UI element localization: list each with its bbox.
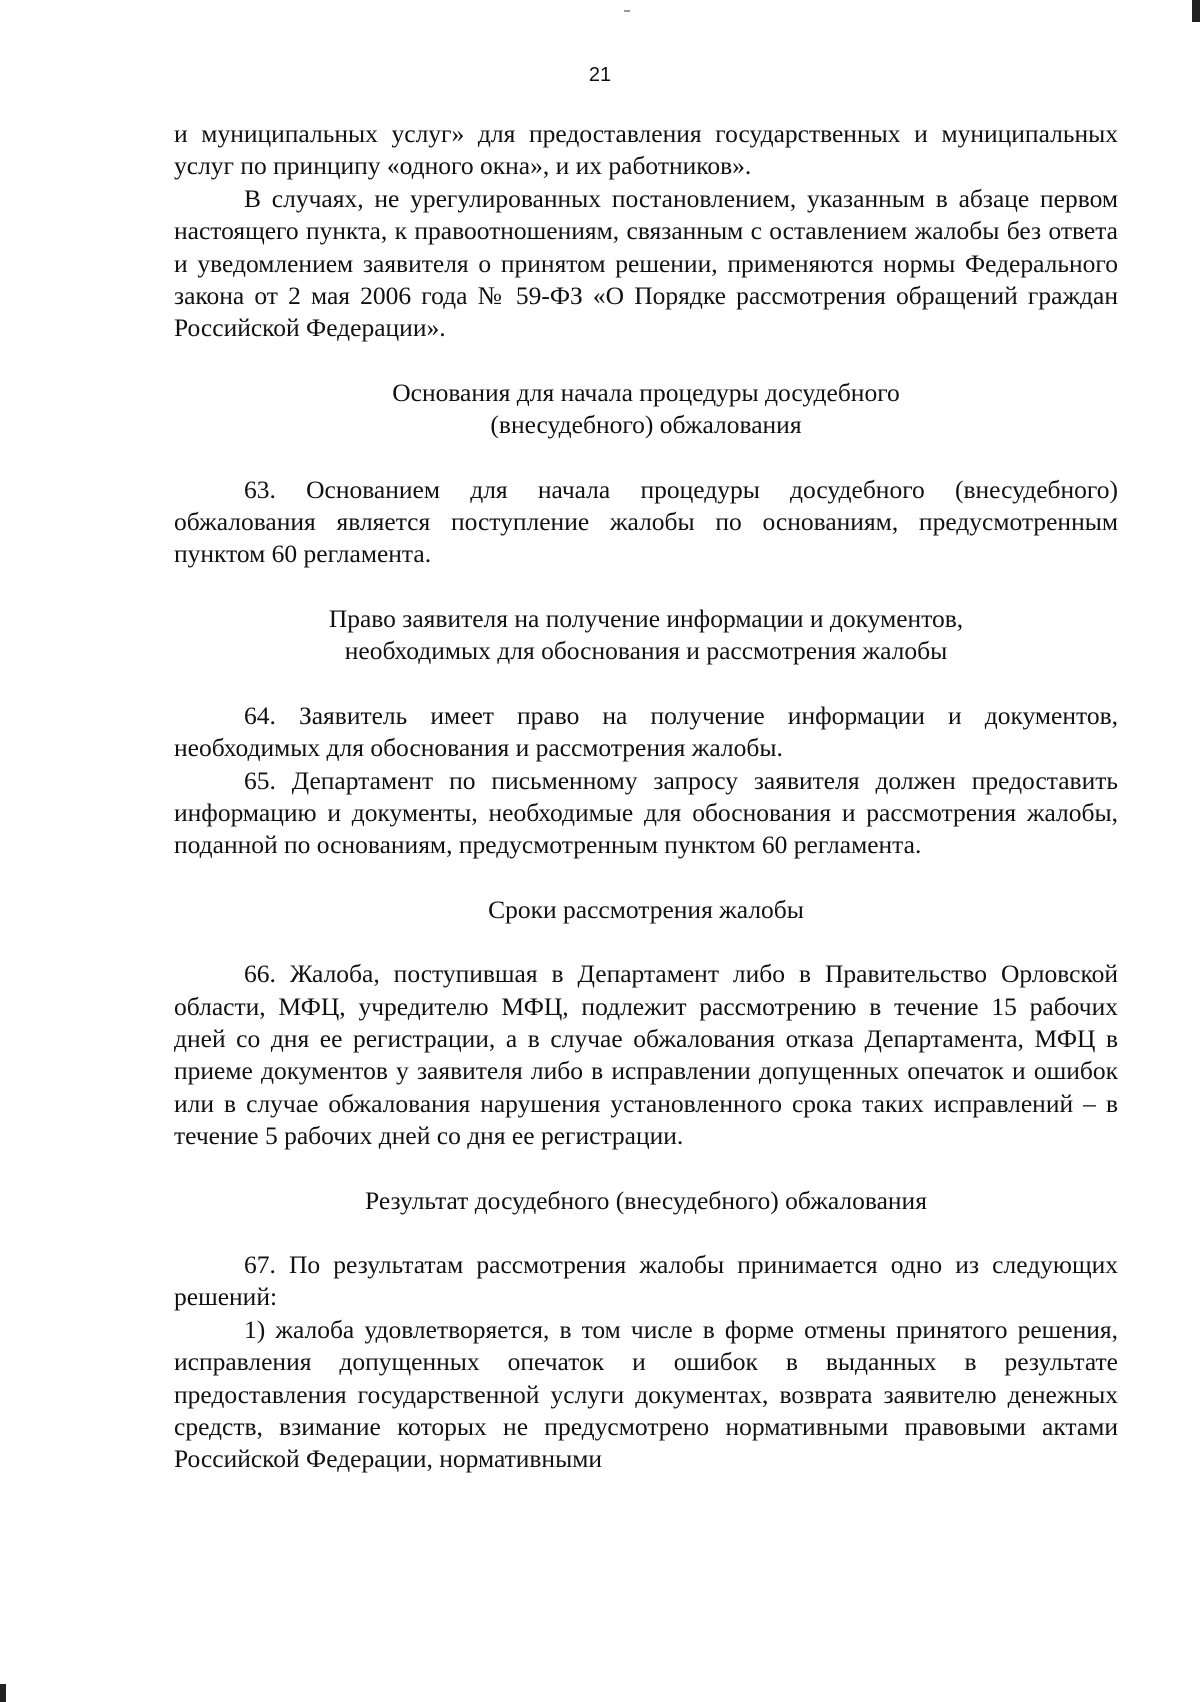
paragraph-64: 64. Заявитель имеет право на получение информации и документов, необходимых для обоснования и рассмотрения жалобы. bbox=[174, 700, 1118, 763]
scan-speck bbox=[0, 1684, 6, 1702]
section-heading-right-line2: необходимых для обоснования и рассмотрения жалобы bbox=[344, 636, 948, 666]
paragraph-67: 67. По результатам рассмотрения жалобы принимается одно из следующих решений: bbox=[174, 1249, 1118, 1312]
section-heading-result: Результат досудебного (внесудебного) обжалования bbox=[365, 1185, 927, 1215]
scan-speck bbox=[624, 10, 630, 12]
paragraph-66: 66. Жалоба, поступившая в Департамент либо в Правительство Орловской области, МФЦ, учредителю МФЦ, подлежит рассмотрению в течение 15 рабочих дней со дня ее регистрации, а в случае обжалования отказа Департамента, МФЦ в приеме документов у заявителя либо в исправлении допущенных опечаток и ошибок или в случае обжалования нарушения установленного срока таких исправлений – в течение 5 рабочих дней со дня ее регистрации. bbox=[174, 959, 1118, 1151]
paragraph-67-item-1: 1) жалоба удовлетворяется, в том числе в форме отмены принятого решения, исправления допущенных опечаток и ошибок в выданных в результате предоставления государственной услуги документах, возврата заявителю денежных средств, взимание которых не предусмотрено нормативными правовыми актами Российской Федерации, нормативными bbox=[174, 1314, 1118, 1474]
paragraph-continuation: и муниципальных услуг» для предоставления государственных и муниципальных услуг по принципу «одного окна», и их работников». bbox=[174, 119, 1118, 181]
paragraph-unregulated-cases: В случаях, не урегулированных постановлением, указанным в абзаце первом настоящего пункта, к правоотношениям, связанным с оставлением жалобы без ответа и уведомлением заявителя о принятом решении, применяются нормы Федерального закона от 2 мая 2006 года № 59-ФЗ «О Порядке рассмотрения обращений граждан Российской Федерации». bbox=[174, 183, 1118, 343]
section-heading-terms: Сроки рассмотрения жалобы bbox=[488, 894, 804, 924]
document-body bbox=[174, 118, 1118, 1476]
section-heading-grounds-line1: Основания для начала процедуры досудебного bbox=[392, 377, 900, 407]
paragraph-63: 63. Основанием для начала процедуры досудебного (внесудебного) обжалования является поступление жалобы по основаниям, предусмотренным пунктом 60 регламента. bbox=[174, 474, 1118, 569]
paragraph-65: 65. Департамент по письменному запросу заявителя должен предоставить информацию и документы, необходимые для обоснования и рассмотрения жалобы, поданной по основаниям, предусмотренным пунктом 60 регламента. bbox=[174, 765, 1118, 860]
scan-speck bbox=[1192, 0, 1200, 22]
section-heading-grounds-line2: (внесудебного) обжалования bbox=[490, 410, 802, 440]
section-heading-right-line1: Право заявителя на получение информации и документов, bbox=[328, 603, 964, 633]
page-number: 21 bbox=[588, 64, 612, 86]
